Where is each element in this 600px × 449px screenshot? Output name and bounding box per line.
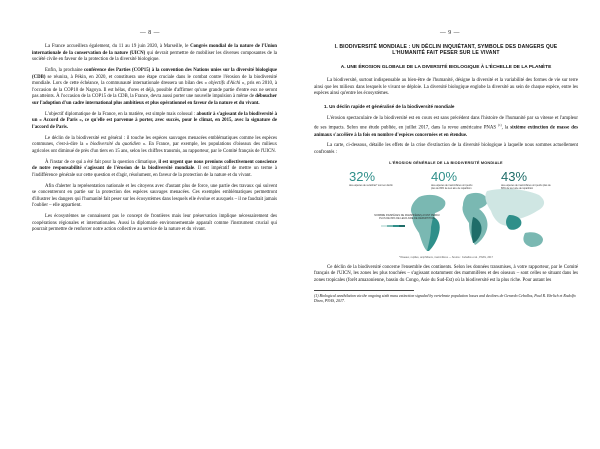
paragraph — [32, 112, 277, 132]
stat-percentage: 32% — [349, 168, 376, 184]
intro-paragraph: La biodiversité, surtout indispensable au bien-être de l'humanité, désigne la diversité et la variabilité des formes de vie sur terre ainsi que les milieux dans lesquels le vivant se déploie. La diversité biologique englobe la diversité au sein de chaque espèce, entre les espèces ainsi qu'entre les écosystèmes. — [314, 78, 578, 97]
bold-text: il est urgent que nous prenions collectivement conscience de notre responsabilité s'agissant de l'érosion de la biodiversité mondiale — [32, 159, 278, 172]
bold-text: conférence des Parties (COP15) à la convention des Nations unies sur la diversité biologique (CDB) — [32, 67, 277, 80]
text: ». En France, par exemple, les populations d'oiseaux des milieux agricoles ont diminué de près d'un tiers en 15 ans, selon les chiffres transmis, au rapporteur, par le Comité français de l'UICN. — [32, 142, 277, 154]
stat-mammals-decline — [501, 170, 551, 190]
stat-caption: des espèces de mammifères ont perdu plus de 80% de leur aire de répartition — [431, 183, 473, 190]
text: L'objectif diplomatique de la France, en la matière, est simple mais colossal : — [45, 111, 197, 117]
text: , la — [501, 126, 511, 131]
footnote: (1) Biological annihilation via the ongoing sixth mass extinction signaled by vertebrate population losses and declines de Gerardo Ceballos, Paul R. Ehrlich et Rodolfo Dirzo, PNAS, 2017. — [314, 293, 576, 303]
page-number-left: — 8 — — [140, 30, 160, 36]
text: La France accueillera également, du 11 au 19 juin 2020, à Marseille, le — [45, 44, 191, 49]
continents-paragraph: Ce déclin de la biodiversité concerne l'ensemble des continents. Selon les données transmises, à votre rapporteur, par le Comité français de l'UICN, les zones les plus touchées – s'agissant notamment des mammifères et des oiseaux – sont celles se situant dans les zones tropicales (forêt amazonienne, bassin du Congo, Asie du Sud-Est) où la biodiversité est la plus riche. Pour autant les — [314, 264, 578, 283]
text: qui devrait permettre de mobiliser les diverses composantes de la société civile en faveur de la protection de la diversité biologique. — [32, 50, 277, 63]
paragraph — [32, 160, 277, 180]
map-legend-note: NOMBRE D'ESPÈCES DE MAMMIFÈRES AYANT PERDU PLUS DE 80% DE LEUR AIRE DE RÉPARTITION — [374, 213, 440, 220]
paragraph — [32, 184, 277, 210]
subsection-heading: A. UNE ÉROSION GLOBALE DE LA DIVERSITÉ BIOLOGIQUE À L'ÉCHELLE DE LA PLANÈTE — [340, 64, 552, 70]
text: Enfin, la prochaine — [45, 67, 85, 73]
stat-mammals-range — [431, 170, 477, 190]
figure-source: *Oiseaux, reptiles, amphibiens, mammifères — Source : Ceballos et al., PNAS, 2017 — [399, 255, 493, 259]
paragraph — [32, 44, 277, 64]
text: . Il est impératif de mettre un terme à l'indifférence générale sur cette question et d'agir, résolument, en faveur de la protection de la nature et du vivant. — [32, 166, 277, 178]
italic-text: objectifs d'Aichi — [208, 81, 241, 87]
figure-title: L'ÉROSION GÉNÉRALE DE LA BIODIVERSITÉ MONDIALE — [389, 160, 503, 165]
left-page-body — [32, 44, 277, 238]
text: Afin d'alerter la représentation nationale et les citoyens avec d'autant plus de force, une partie des travaux qui suivent se concentreront en partie sur la protection des espèces sauvages menacées. Ces exemples emblématiques permettront d'illustrer les dangers qui l'humanité fait peser sur les écosystèmes dans lesquels elle évolue et auxquels – il ne faudrait jamais l'oublier – elle appartient. — [32, 183, 277, 209]
right-page-body — [314, 44, 578, 304]
text: À l'instar de ce qui a été fait pour la question climatique, — [45, 159, 159, 165]
text: L'érosion spectaculaire de la biodiversité est en cours est sans précédent dans l'histoire de l'humanité par sa vitesse et l'ampleur de ses impacts. Selon une étude publiée, en juillet 2017, dans la revue américaine PNAS — [314, 115, 578, 131]
figure-body — [331, 167, 561, 255]
text: », pris en 2010, à l'occasion de la COP10 de Nagoya. Il est hélas, d'ores et déjà, possible d'affirmer qu'une grande partie d'entre eux ne seront pas atteints. À l'occasion de la COP15 de la CDB, la France, devra aussi porter une nouvelle impulsion à même de — [32, 81, 277, 100]
pnas-paragraph — [314, 116, 578, 139]
section-heading: I. BIODIVERSITÉ MONDIALE : UN DÉCLIN INQUIÉTANT, SYMBOLE DES DANGERS QUE L'HUMANITÉ FAIT PESER SUR LE VIVANT — [334, 44, 558, 57]
bold-text: déboucher sur l'adoption d'un cadre international plus ambitieux et plus opérationnel en faveur de la nature et du vivant. — [32, 94, 277, 106]
paragraph — [32, 136, 277, 156]
sub-subsection-heading: 1. Un déclin rapide et généralisé de la biodiversité mondiale — [324, 103, 455, 109]
paragraph — [32, 68, 277, 108]
footnote-separator — [314, 290, 414, 291]
text: Le déclin de la biodiversité est général : il touche les espèces sauvages menacées emblématiques comme les espèces communes, c'est-à-dire la « — [32, 135, 277, 148]
text: Les écosystèmes ne connaissent pas le concept de frontières mais leur préservation implique nécessairement des coopérations régionales et internationales. Aussi la diplomatie environnementale apparaît comme l'instrument crucial qui pourrait permettre de renforcer notre action collective au service de la nature et du vivant. — [32, 214, 277, 233]
text: se réunira, à Pékin, en 2020, et constituera une étape cruciale dans le combat contre l'érosion de la biodiversité mondiale. Lors de cette échéance, la communauté internationale dressera un bilan des « — [32, 74, 277, 87]
figure-biodiversity-erosion — [314, 161, 578, 259]
stat-caption: des espèces de mammifères ont perdu plus de 80% de leur aire de répartition — [501, 183, 551, 190]
bold-text: sixième extinction de masse des animaux s'accélère à la fois en nombre d'espèces concernées et en étendue. — [314, 126, 578, 138]
map-intro-paragraph: La carte, ci-dessous, détaille les effets de la crise d'extinction de la diversité biologique à laquelle nous sommes actuellement confrontés : — [314, 143, 578, 155]
bold-text: Congrès mondial de la nature de l'Union internationale de la conservation de la nature (UICN) — [32, 44, 277, 56]
stat-vertebrates — [349, 170, 395, 187]
italic-text: biodiversité du quotidien — [90, 142, 141, 148]
footnote-ref: (1) — [498, 123, 502, 128]
paragraph — [32, 214, 277, 234]
page-number-right: — 9 — — [440, 30, 460, 36]
bold-text: aboutir à s'agissant de la biodiversité à un « Accord de Paris », ce qu'elle est parvenue à porter, avec succès, pour le climat, en 2015, avec la signature de l'accord de Paris. — [32, 111, 277, 130]
right-page — [300, 0, 600, 449]
stat-percentage: 43% — [501, 168, 528, 184]
stat-caption: des espèces de vertébrés* sont en déclin — [349, 183, 393, 187]
stat-percentage: 40% — [431, 168, 458, 184]
